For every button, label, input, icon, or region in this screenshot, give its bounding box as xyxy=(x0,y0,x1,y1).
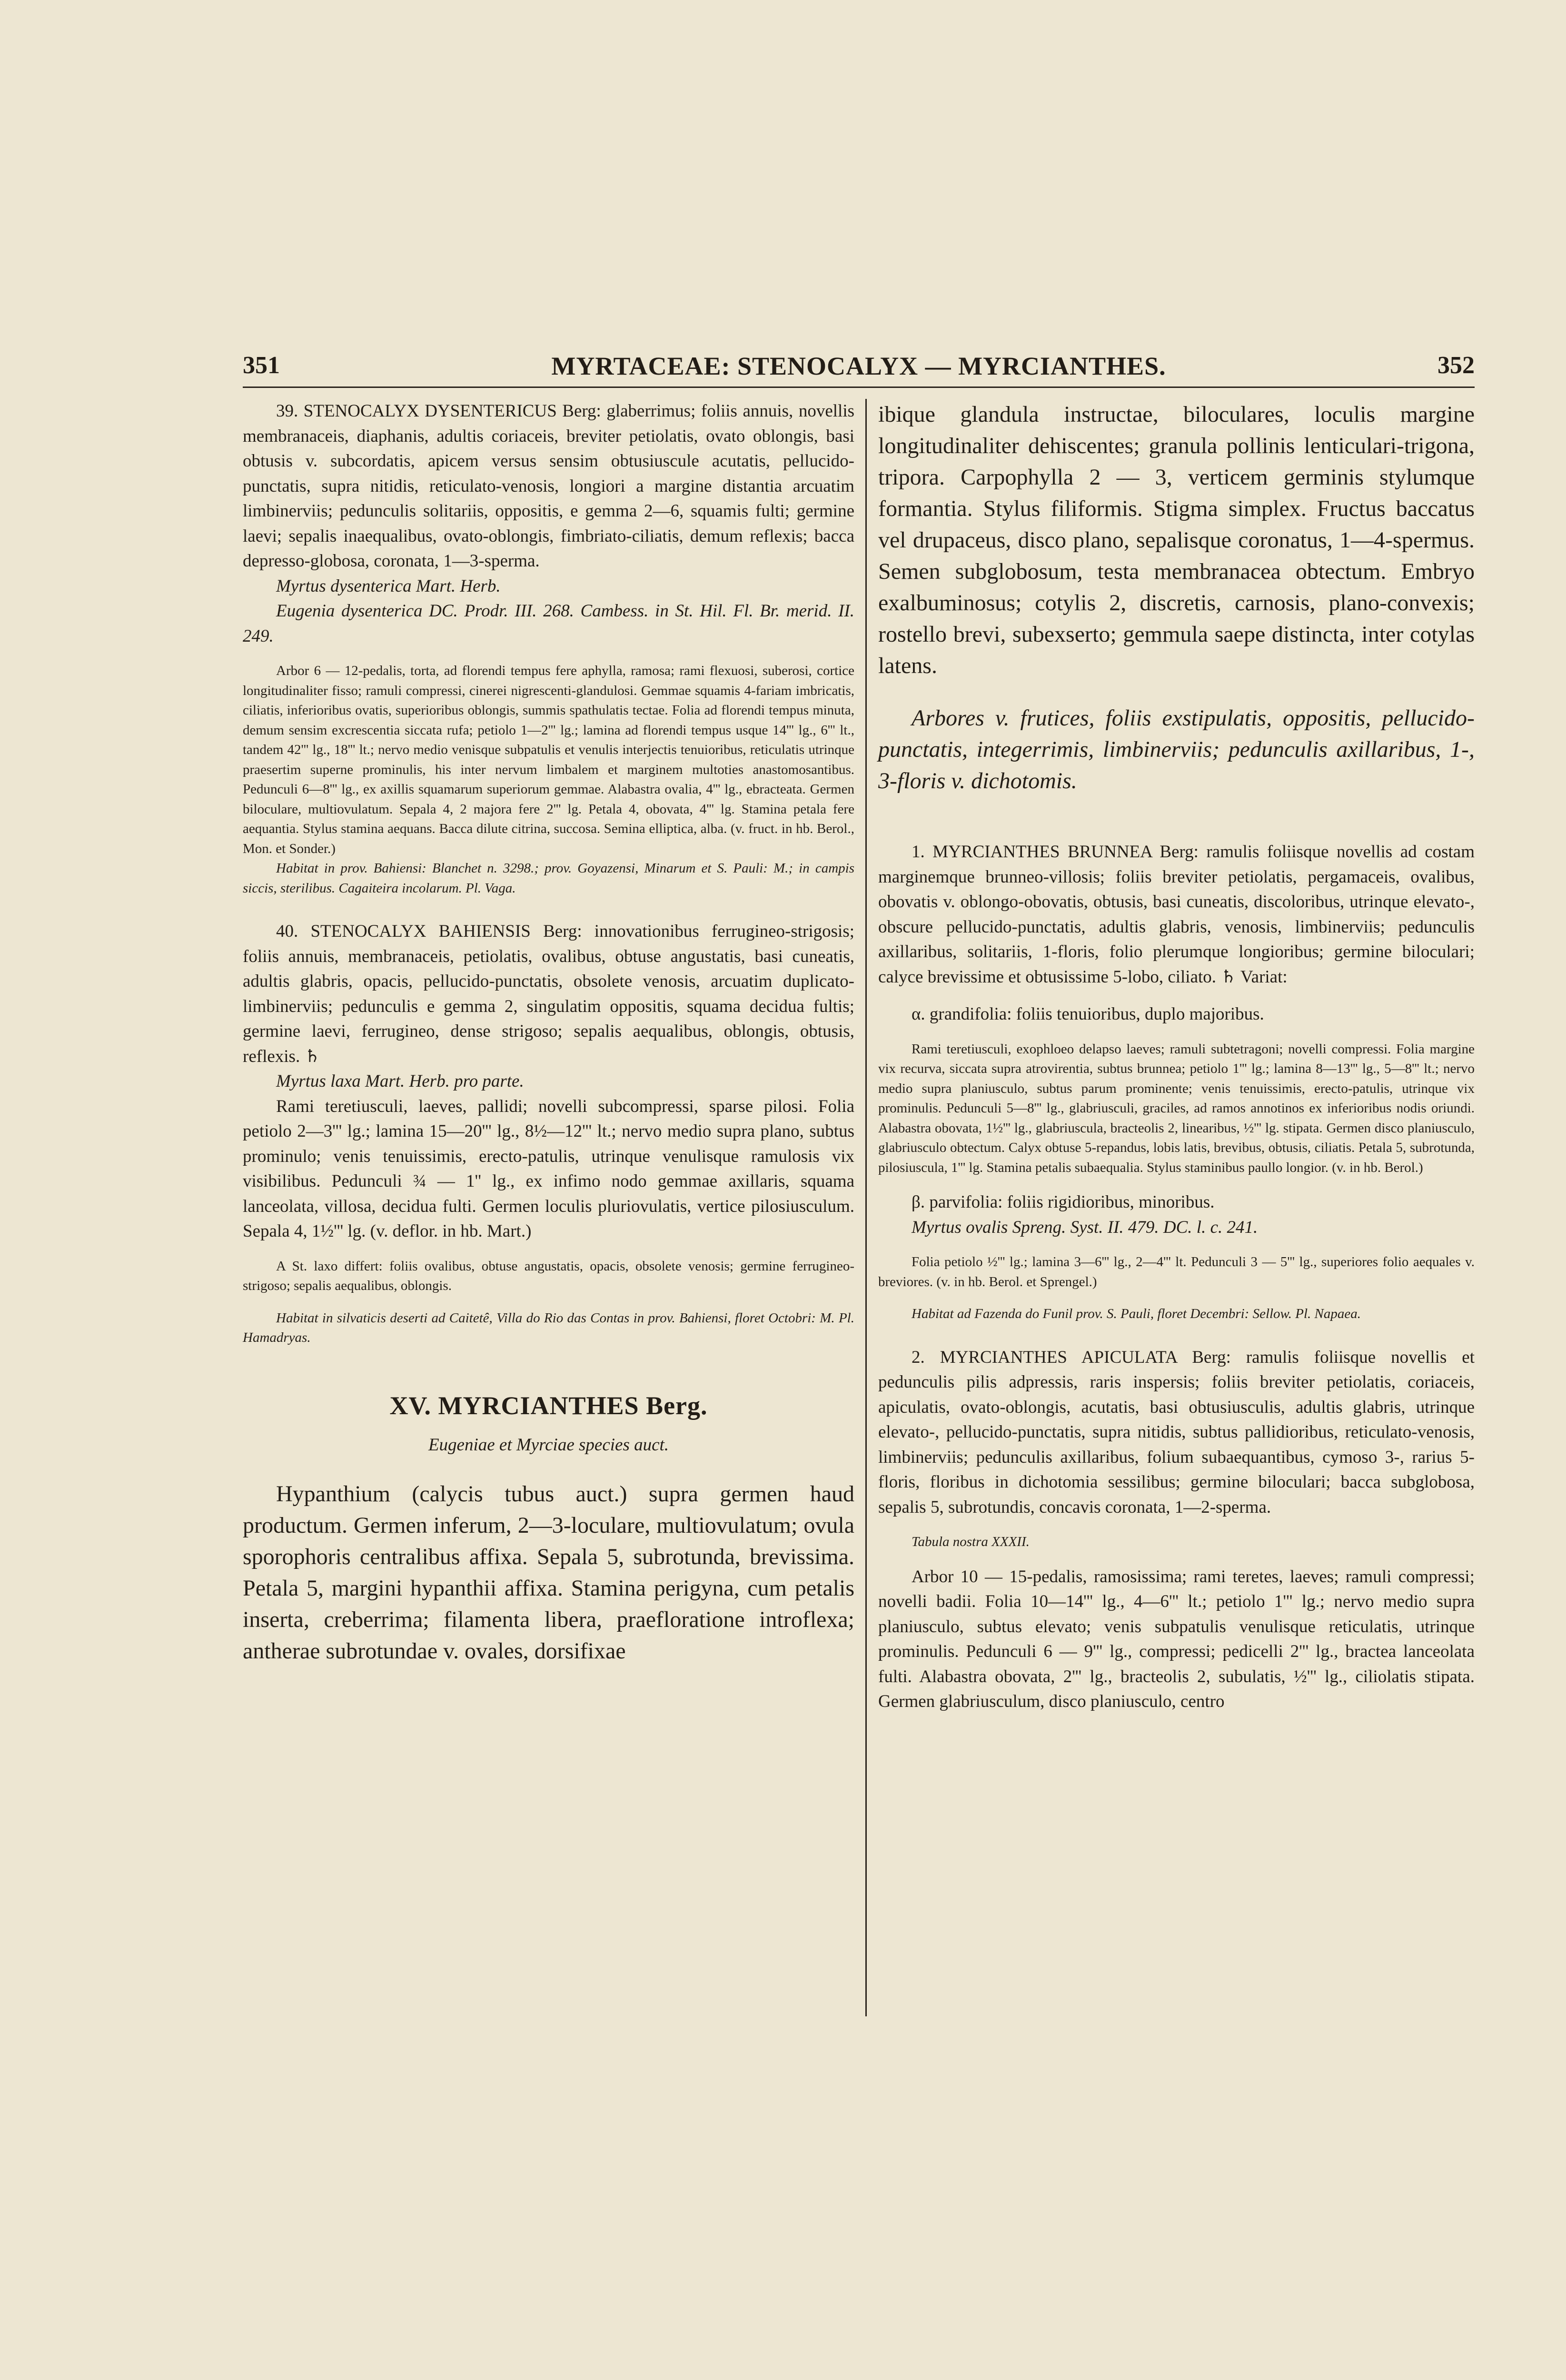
species-40-synonym: Myrtus laxa Mart. Herb. pro parte. xyxy=(276,1071,524,1091)
running-title: MYRTACEAE: STENOCALYX — MYRCIANTHES. xyxy=(551,352,1166,380)
species-2-description: 2. MYRCIANTHES APICULATA Berg: ramulis foliisque novellis et pedunculis pilis adpressis, raris inspersis; foliis breviter petiolatis, coriaceis, apiculatis, ovato-oblongis, acutatis, basi obtusiusculis, adultis glabris, utrinque elevato-, pellucido-punctatis, supra nitidis, subtus pallidioribus, reticulato-venosis, limbinerviis; pedunculis axillaribus, folium subaequantibus, cymoso 3-, rarius 5-floris, floribus in dichotomia sessilibus; germine biloculari; bacca subglobosa, sepalis 5, subrotundis, concavis coronata, 1—2-sperma. xyxy=(878,1347,1475,1517)
species-39-synonym-2: Eugenia dysenterica DC. Prodr. III. 268. Cambess. in St. Hil. Fl. Br. merid. II. 249. xyxy=(243,601,854,646)
genus-heading: XV. MYRCIANTHES Berg. xyxy=(389,1391,708,1420)
left-column xyxy=(243,399,854,1667)
species-40-details: Rami teretiusculi, laeves, pallidi; novelli subcompressi, sparse pilosi. Folia petiolo 2—3''' lg.; lamina 15—20''' lg., 8½—12''' lt.; nervo medio supra plano, subtus prominulo; venis tenuissimis, erecto-patulis, utrinque venulisque ramulosis vix visibilibus. Pedunculi ¾ — 1'' lg., ex infimo nodo gemmae axillaris, squama lanceolata, villosa, decidua fulti. Germen loculis pluriovulatis, vertice pilosiusculum. Sepala 4, 1½''' lg. (v. deflor. in hb. Mart.) xyxy=(243,1096,854,1241)
genus-description-continued: ibique glandula instructae, biloculares, loculis margine longitudinaliter dehiscentes; granula pollinis lenticulari-trigona, tripora. Carpophylla 2 — 3, verticem germinis stylumque formantia. Stylus filiformis. Stigma simplex. Fructus baccatus vel drupaceus, disco plano, sepalisque coronatus, 1—4-spermus. Semen subglobosum, testa membranacea obtectum. Embryo exalbuminosus; cotylis 2, discretis, carnosis, plano-convexis; rostello brevi, subexserto; gemmula saepe distincta, inter cotylas latens. xyxy=(878,402,1475,678)
species-39-habitat: Habitat in prov. Bahiensi: Blanchet n. 3298.; prov. Goyazensi, Minarum et S. Pauli: M.; in campis siccis, sterilibus. Cagaiteira incolarum. Pl. Vaga. xyxy=(243,861,854,896)
variety-alpha-details: Rami teretiusculi, exophloeo delapso laeves; ramuli subtetragoni; novelli compressi. Folia margine vix recurva, siccata supra atrovirentia, subtus brunnea; petiolo 1''' lg.; lamina 8—13''' lg., 5—8''' lt.; nervo medio supra planiusculo, subtus parum prominente; venis tenuissimis, erecto-patulis, utrinque vix prominulis. Pedunculi 5—8''' lg., glabriusculi, graciles, ad ramos annotinos ex inferioribus nodis oriundi. Alabastra obovata, 1½''' lg., glabriuscula, bracteolis 2, linearibus, ½''' lg. stipata. Germen disco planiusculo, glabriusculo obtectum. Calyx obtuse 5-repandus, lobis latis, brevibus, obtusis, ciliatis. Petala 5, subrotunda, pilosiuscula, 1''' lg. Stamina petalis subaequalia. Stylus staminibus paullo longior. (v. in hb. Berol.) xyxy=(878,1041,1475,1175)
species-2-details: Arbor 10 — 15-pedalis, ramosissima; rami teretes, laeves; ramuli compressi; novelli badii. Folia 10—14''' lg., 4—6''' lt.; petiolo 1''' lg.; nervo medio supra planiusculo, subtus elevato; venis subpatulis venulisque reticulatis, utrinque prominulis. Pedunculi 6 — 9''' lg., compressi; pedicelli 2''' lg., bractea lanceolata fulti. Alabastra obovata, 2''' lg., bracteolis 2, subulatis, ½''' lg., ciliolatis stipata. Germen glabriusculum, disco planiusculo, centro xyxy=(878,1567,1475,1711)
variety-beta-synonym: Myrtus ovalis Spreng. Syst. II. 479. DC. l. c. 241. xyxy=(912,1217,1258,1237)
species-39-details: Arbor 6 — 12-pedalis, torta, ad florendi tempus fere aphylla, ramosa; rami flexuosi, suberosi, cortice longitudinaliter fisso; ramuli compressi, cinerei nigrescenti-glandulosi. Gemmae squamis 4-fariam imbricatis, ciliatis, inferioribus ovatis, superioribus oblongis, summis spathulatis tectae. Folia ad florendi tempus minuta, demum sensim excrescentia siccata rufa; petiolo 1—2''' lg.; lamina ad florendi tempus usque 14''' lg., 6''' lt., tandem 42''' lg., 18''' lt.; nervo medio venisque subpatulis et venulis interjectis tenuioribus, reticulatis utrinque praesertim superne prominulis, his inter nervum limbalem et marginem multoties anastomosantibus. Pedunculi 6—8''' lg., ex axillis squamarum superiorum gemmae. Alabastra ovalia, 4''' lg., ebracteata. Germen biloculare, multiovulatum. Sepala 4, 2 majora fere 2''' lg. Petala 4, obovata, 4''' lg. Stamina petala fere aequantia. Stylus stamina aequans. Bacca dilute citrina, succosa. Semina elliptica, alba. (v. fruct. in hb. Berol., Mon. et Sonder.) xyxy=(243,663,854,856)
genus-habit: Arbores v. frutices, foliis exstipulatis, oppositis, pellucido-punctatis, integerrimis, limbinerviis; pedunculis axillaribus, 1-, 3-floris v. dichotomis. xyxy=(878,705,1475,793)
species-39-synonym-1: Myrtus dysenterica Mart. Herb. xyxy=(276,576,501,596)
header-rule xyxy=(243,387,1475,388)
genus-description: Hypanthium (calycis tubus auct.) supra germen haud productum. Germen inferum, 2—3-loculare, multiovulatum; ovula sporophoris centralibus affixa. Sepala 5, subrotunda, brevissima. Petala 5, margini hypanthii affixa. Stamina perigyna, cum petalis inserta, creberrima; filamenta libera, praefloratione introflexa; antherae subrotundae v. ovales, dorsifixae xyxy=(243,1481,854,1664)
species-2-plate: Tabula nostra XXXII. xyxy=(912,1534,1030,1549)
species-40-note: A St. laxo differt: foliis ovalibus, obtuse angustatis, opacis, obsolete venosis; germine ferrugineo-strigoso; sepalis aequalibus, oblongis. xyxy=(243,1258,854,1293)
page-number-left: 351 xyxy=(243,352,280,379)
species-40-description: 40. STENOCALYX BAHIENSIS Berg: innovationibus ferrugineo-strigosis; foliis annuis, membranaceis, petiolatis, ovalibus, obtuse angustatis, basi cuneatis, adultis glabris, opacis, pellucido-punctatis, obsolete venosis, arcuatim duplicato-limbinerviis; pedunculis e gemma 2, singulatim oppositis, squama decidua fultis; germine laevi, ferrugineo, dense strigoso; sepalis aequalibus, oblongis, obtusis, reflexis. ♄ xyxy=(243,922,854,1066)
variety-alpha: α. grandifolia: foliis tenuioribus, duplo majoribus. xyxy=(912,1004,1264,1024)
page-number-right: 352 xyxy=(1437,352,1475,379)
right-column xyxy=(878,399,1475,1715)
variety-beta-details: Folia petiolo ½''' lg.; lamina 3—6''' lg., 2—4''' lt. Pedunculi 3 — 5''' lg., superiores folio aequales v. breviores. (v. in hb. Berol. et Sprengel.) xyxy=(878,1254,1475,1289)
species-1-habitat: Habitat ad Fazenda do Funil prov. S. Pauli, floret Decembri: Sellow. Pl. Napaea. xyxy=(912,1306,1361,1321)
variety-beta: β. parvifolia: foliis rigidioribus, minoribus. xyxy=(912,1192,1215,1212)
genus-subtitle: Eugeniae et Myrciae species auct. xyxy=(428,1435,669,1455)
species-39-description: 39. STENOCALYX DYSENTERICUS Berg: glaberrimus; foliis annuis, novellis membranaceis, diaphanis, adultis coriaceis, breviter petiolatis, ovato oblongis, basi obtusis v. subcordatis, apicem versus sensim obtusiuscule acutatis, pellucido-punctatis, supra nitidis, reticulato-venosis, longiori a margine distantia arcuatim limbinerviis; pedunculis solitariis, oppositis, e gemma 2—6, squamis fulti; germine laevi; sepalis inaequalibus, ovato-oblongis, fimbriato-ciliatis, demum reflexis; bacca depresso-globosa, coronata, 1—3-sperma. xyxy=(243,401,854,571)
running-header xyxy=(243,351,1475,385)
species-1-description: 1. MYRCIANTHES BRUNNEA Berg: ramulis foliisque novellis ad costam marginemque brunneo-villosis; foliis breviter petiolatis, pergamaceis, ovalibus, obovatis v. oblongo-obovatis, obtusis, basi cuneatis, discoloribus, utrinque elevato-, obscure pellucido-punctatis, adultis glabris, venosis, limbinerviis; pedunculis axillaribus, solitariis, 1-floris, folio plerumque longioribus; germine biloculari; calyce brevissime et obtusissime 5-lobo, ciliato. ♄ Variat: xyxy=(878,842,1475,987)
species-40-habitat: Habitat in silvaticis deserti ad Caitetê, Villa do Rio das Contas in prov. Bahiensi, floret Octobri: M. Pl. Hamadryas. xyxy=(243,1310,854,1345)
column-divider xyxy=(865,399,867,2016)
